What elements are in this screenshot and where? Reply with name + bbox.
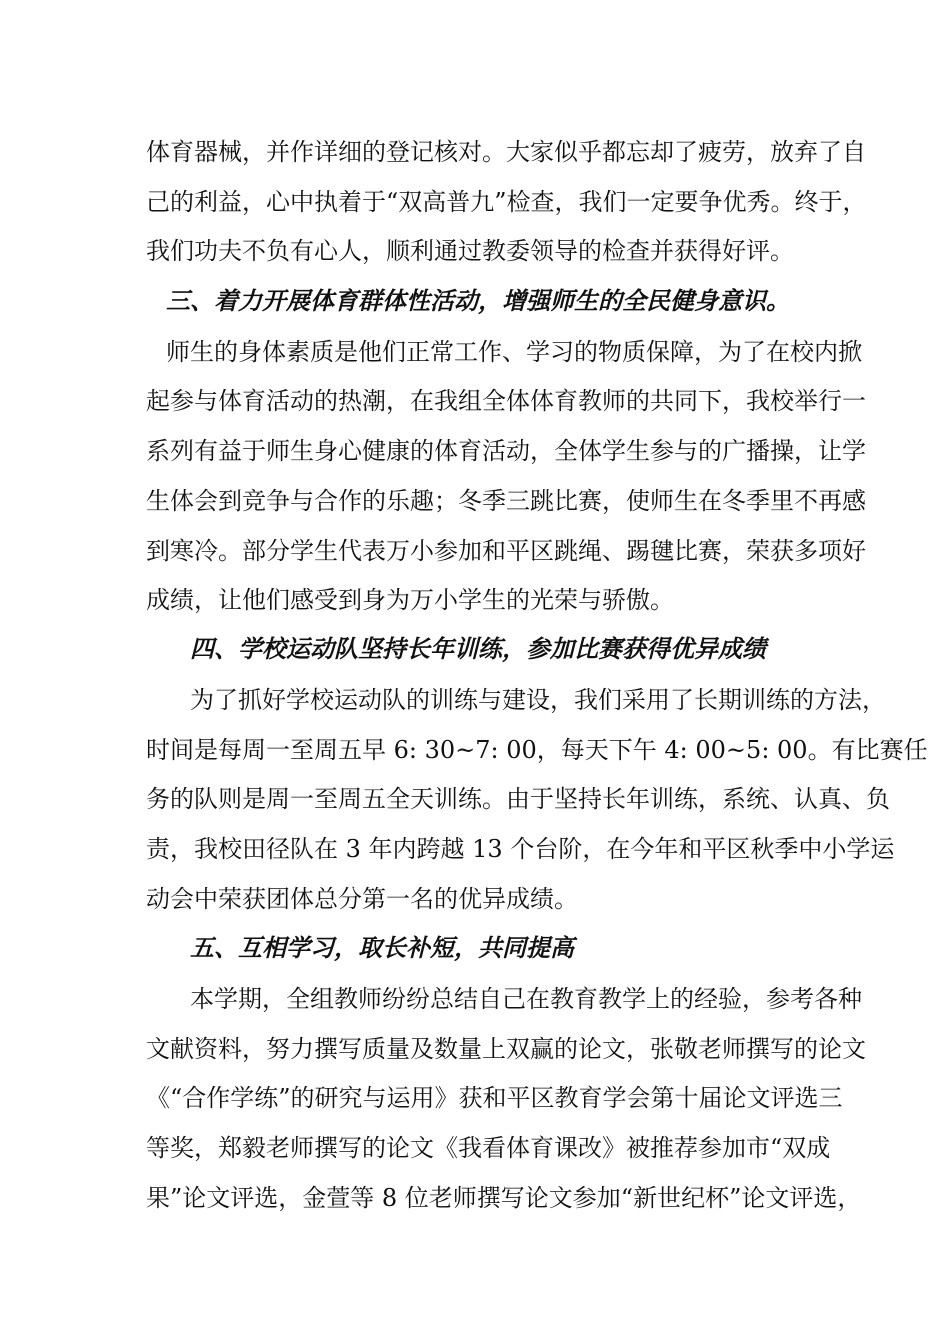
section5-line-3: 《“合作学练”的研究与运用》获和平区教育学会第十届论文评选三 <box>146 1084 843 1112</box>
section5-line-4: 等奖，郑毅老师撰写的论文《我看体育课改》被推荐参加市“双成 <box>146 1134 831 1162</box>
section3-line-6: 成绩，让他们感受到身为万小学生的光荣与骄傲。 <box>146 586 674 614</box>
section4-line-4: 责，我校田径队在 3 年内跨越 13 个台阶，在今年和平区秋季中小学运 <box>146 835 895 863</box>
section5-line-2: 文献资料，努力撰写质量及数量上双赢的论文，张敬老师撰写的论文 <box>146 1035 866 1063</box>
section3-line-1: 师生的身体素质是他们正常工作、学习的物质保障，为了在校内掀 <box>166 338 862 366</box>
section5-line-1: 本学期，全组教师纷纷总结自己在教育教学上的经验，参考各种 <box>190 985 862 1013</box>
section5-heading: 五、互相学习，取长补短，共同提高 <box>190 933 574 962</box>
intro-line-1: 体育器械，并作详细的登记核对。大家似乎都忘却了疲劳，放弃了自 <box>146 138 866 166</box>
section5-line-5: 果”论文评选，金萱等 8 位老师撰写论文参加“新世纪杯”论文评选， <box>146 1184 862 1212</box>
section3-line-5: 到寒冷。部分学生代表万小参加和平区跳绳、踢毽比赛，荣获多项好 <box>146 537 866 565</box>
section3-line-3: 系列有益于师生身心健康的体育活动，全体学生参与的广播操，让学 <box>146 437 866 465</box>
intro-line-3: 我们功夫不负有心人，顺利通过教委领导的检查并获得好评。 <box>146 237 794 265</box>
section3-heading: 三、着力开展体育群体性活动，增强师生的全民健身意识。 <box>166 286 790 315</box>
section4-line-5: 动会中荣获团体总分第一名的优异成绩。 <box>146 885 578 913</box>
section4-line-1: 为了抓好学校运动队的训练与建设，我们采用了长期训练的方法， <box>190 686 886 714</box>
section4-line-2: 时间是每周一至周五早 6: 30~7: 00，每天下午 4: 00~5: 00。有比赛任 <box>146 736 928 764</box>
section4-heading: 四、学校运动队坚持长年训练，参加比赛获得优异成绩 <box>190 634 766 663</box>
intro-line-2: 己的利益，心中执着于“双高普九”检查，我们一定要争优秀。终于， <box>146 188 867 216</box>
section3-line-2: 起参与体育活动的热潮，在我组全体体育教师的共同下，我校举行一 <box>146 387 866 415</box>
section4-line-3: 务的队则是周一至周五全天训练。由于坚持长年训练，系统、认真、负 <box>146 785 890 813</box>
section3-line-4: 生体会到竞争与合作的乐趣；冬季三跳比赛，使师生在冬季里不再感 <box>146 487 866 515</box>
